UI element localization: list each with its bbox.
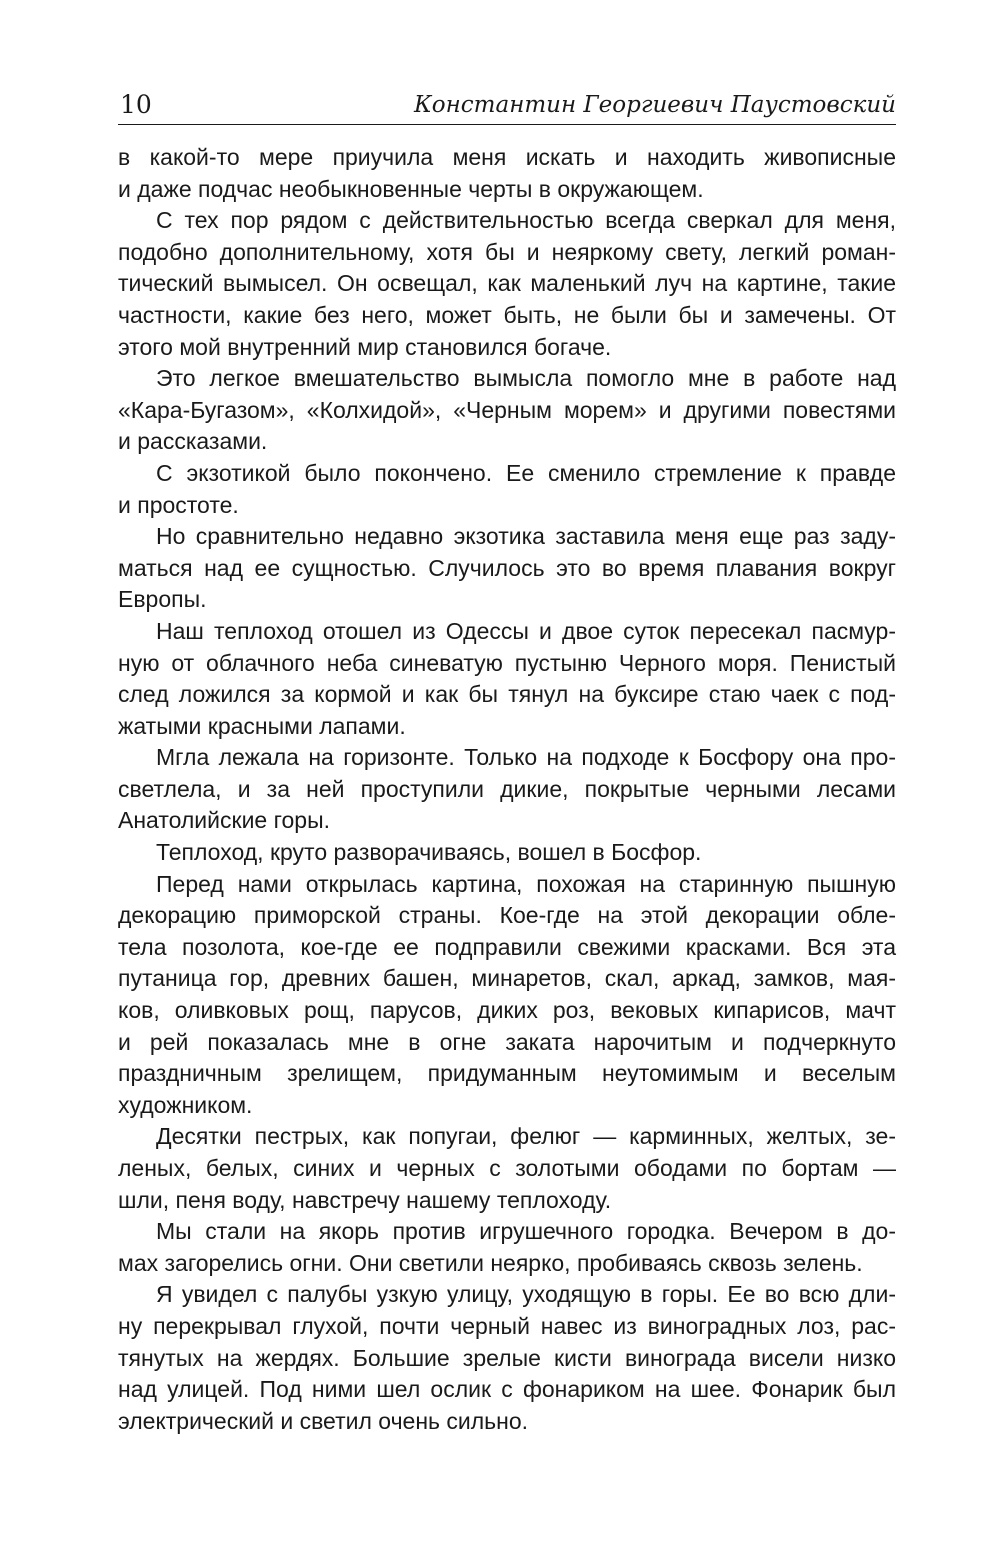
page-number: 10: [120, 90, 152, 119]
paragraph: [118, 1279, 896, 1437]
text-line: ну перекрывал глухой, почти черный навес из виноградных лоз, рас-: [118, 1312, 896, 1339]
body-text: [118, 142, 896, 1437]
text-line: Европы.: [118, 586, 207, 613]
text-line: частности, какие без него, может быть, не были бы и замечены. От: [118, 301, 896, 328]
text-line: маться над ее сущностью. Случилось это во время плавания вокруг: [118, 554, 896, 581]
text-line: ную от облачного неба синеватую пустыню Черного моря. Пенистый: [118, 649, 896, 676]
text-line: подобно дополнительному, хотя бы и неяркому свету, легкий роман-: [118, 238, 896, 265]
text-line: леных, белых, синих и черных с золотыми ободами по бортам —: [118, 1155, 896, 1181]
text-line: праздничным зрелищем, придуманным неутомимым и веселым: [118, 1060, 896, 1087]
text-line: мах загорелись огни. Они светили неярко, пробиваясь сквозь зелень.: [118, 1249, 863, 1276]
paragraph: [118, 205, 896, 363]
text-line: и рей показалась мне в огне заката нарочитым и подчеркнуто: [118, 1028, 896, 1055]
paragraph: [118, 869, 896, 1122]
text-line: и рассказами.: [118, 428, 268, 455]
text-line: Теплоход, круто разворачиваясь, вошел в Босфор.: [156, 839, 702, 866]
text-line: Перед нами открылась картина, похожая на старинную пышную: [156, 870, 896, 897]
text-line: Мгла лежала на горизонте. Только на подходе к Босфору она про-: [156, 744, 896, 771]
running-head: [118, 84, 896, 125]
paragraph: [118, 616, 896, 742]
text-line: тянутых на жердях. Большие зрелые кисти винограда висели низко: [118, 1344, 896, 1371]
text-line: Десятки пестрых, как попугаи, фелюг — карминных, желтых, зе-: [156, 1123, 896, 1150]
text-line: и простоте.: [118, 491, 239, 518]
text-line: «Кара-Бугазом», «Колхидой», «Черным морем» и другими повестями: [118, 396, 896, 423]
text-line: этого мой внутренний мир становился богаче.: [118, 333, 612, 360]
text-line: след ложился за кормой и как бы тянул на буксире стаю чаек с под-: [118, 681, 896, 708]
text-line: Это легкое вмешательство вымысла помогло мне в работе над: [156, 365, 896, 392]
text-line: Анатолийские горы.: [118, 807, 330, 834]
text-line: над улицей. Под ними шел ослик с фонариком на шее. Фонарик был: [118, 1376, 896, 1403]
text-line: Я увидел с палубы узкую улицу, уходящую в горы. Ее во всю дли-: [156, 1281, 896, 1308]
paragraph: [118, 742, 896, 837]
paragraph: [118, 837, 896, 869]
book-page: [118, 0, 896, 1552]
text-line: жатыми красными лапами.: [118, 712, 406, 739]
text-line: тический вымысел. Он освещал, как маленький луч на картине, такие: [118, 270, 896, 297]
paragraph: [118, 1121, 896, 1216]
text-line: Наш теплоход отошел из Одессы и двое суток пересекал пасмур-: [156, 617, 896, 644]
text-line: С тех пор рядом с действительностью всегда сверкал для меня,: [156, 207, 896, 234]
text-line: шли, пеня воду, навстречу нашему теплоходу.: [118, 1186, 612, 1213]
paragraph: [118, 458, 896, 521]
text-line: С экзотикой было покончено. Ее сменило стремление к правде: [156, 459, 896, 486]
paragraph: [118, 1216, 896, 1279]
running-title: Константин Георгиевич Паустовский: [414, 92, 896, 118]
text-line: художником.: [118, 1091, 253, 1118]
paragraph: [118, 142, 896, 205]
text-line: путаница гор, древних башен, минаретов, скал, аркад, замков, мая-: [118, 965, 896, 992]
text-line: тела позолота, кое-где ее подправили свежими красками. Вся эта: [118, 933, 896, 960]
text-line: ков, оливковых рощ, парусов, диких роз, вековых кипарисов, мачт: [118, 997, 896, 1024]
text-line: в какой-то мере приучила меня искать и находить живописные: [118, 144, 896, 170]
text-line: и даже подчас необыкновенные черты в окружающем.: [118, 175, 704, 202]
paragraph: [118, 521, 896, 616]
text-line: Мы стали на якорь против игрушечного городка. Вечером в до-: [156, 1218, 896, 1245]
paragraph: [118, 363, 896, 458]
text-line: Но сравнительно недавно экзотика заставила меня еще раз заду-: [156, 523, 896, 550]
text-line: светлела, и за ней проступили дикие, покрытые черными лесами: [118, 775, 896, 802]
text-line: электрический и светил очень сильно.: [118, 1407, 529, 1434]
text-line: декорацию приморской страны. Кое-где на этой декорации обле-: [118, 902, 896, 929]
